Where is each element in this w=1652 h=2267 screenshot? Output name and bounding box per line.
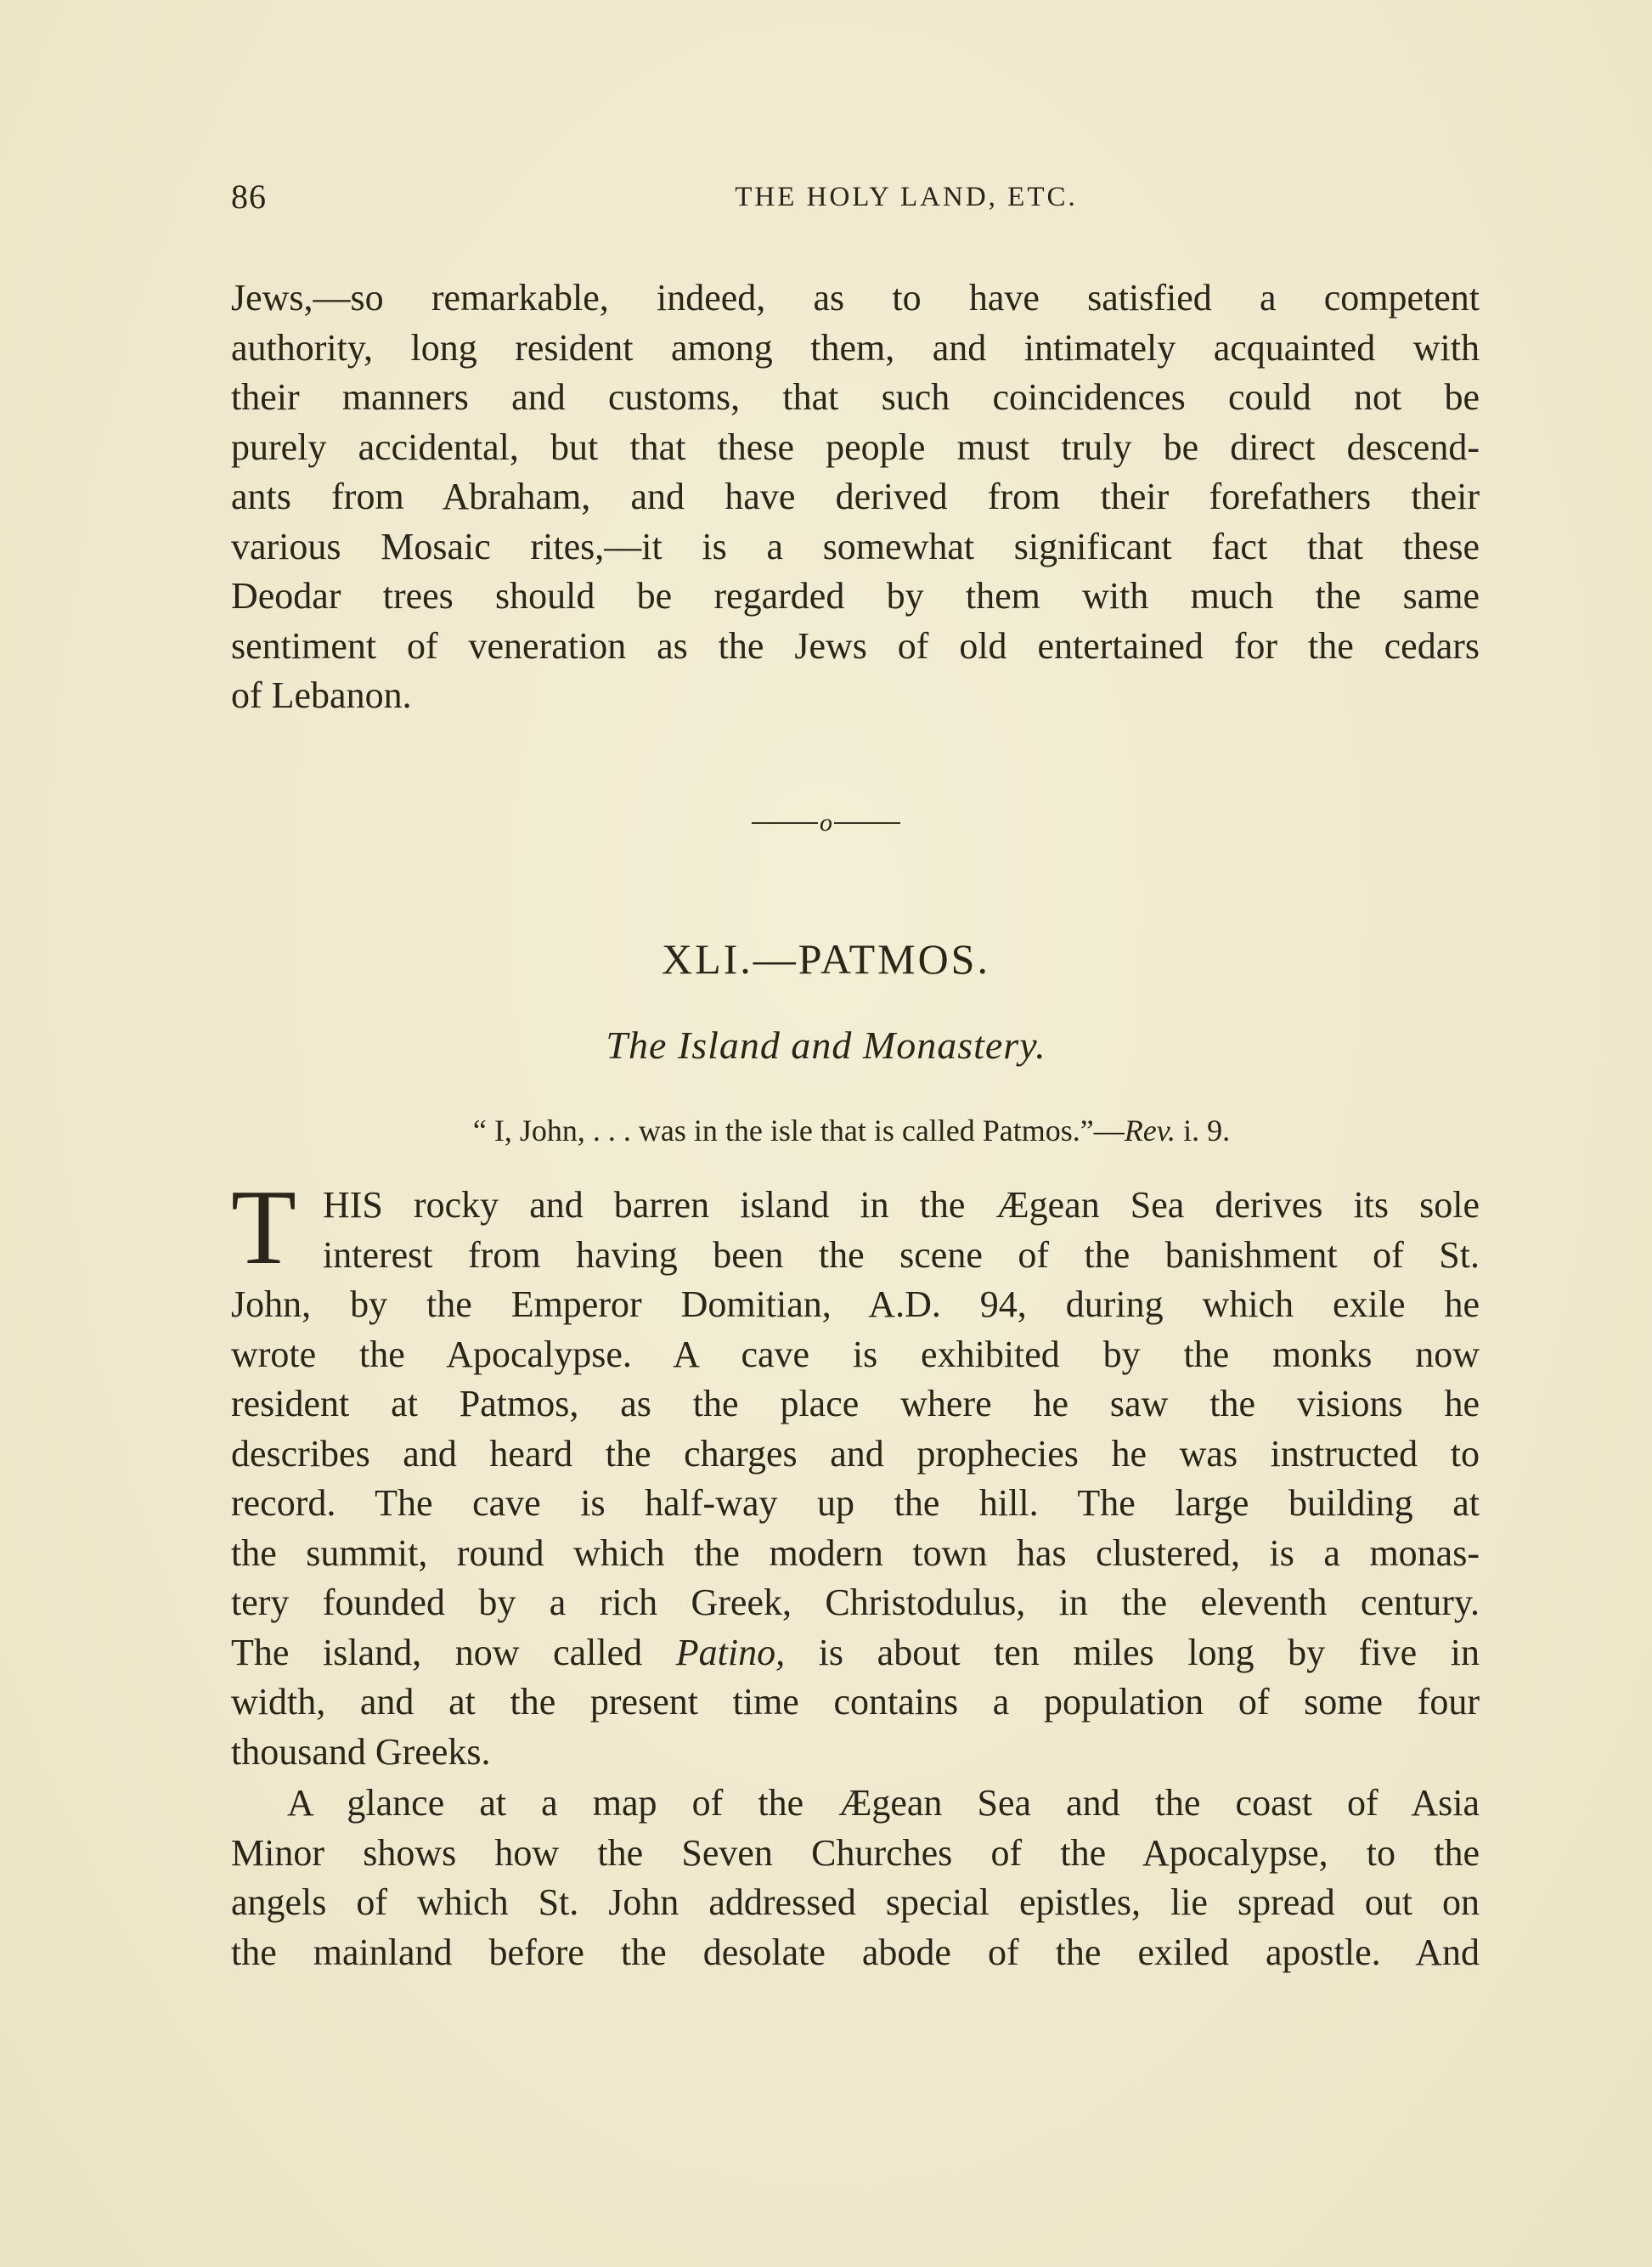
text-line: of Lebanon. — [231, 674, 412, 716]
text-line: width, and at the present time contains a population of some four — [231, 1681, 1480, 1723]
text-line: ants from Abraham, and have derived from their forefathers their — [231, 476, 1480, 517]
text-line: resident at Patmos, as the place where he saw the visions he — [231, 1383, 1480, 1424]
text-line: Jews,—so remarkable, indeed, as to have satisfied a competent — [231, 277, 1480, 319]
separator-rule — [752, 822, 818, 824]
page-header — [231, 177, 1488, 228]
text-segment: is about ten miles long by five in — [818, 1631, 1480, 1673]
text-line: the summit, round which the modern town has clustered, is a monas- — [231, 1531, 1480, 1574]
text-line — [231, 1628, 1480, 1678]
separator-mark: o — [820, 809, 832, 837]
text-line: John, by the Emperor Domitian, A.D. 94, during which exile he — [231, 1283, 1480, 1325]
section-separator — [0, 807, 1652, 837]
place-name-italic: Patino, — [675, 1631, 786, 1673]
epigraph-verse: i. 9. — [1176, 1114, 1231, 1148]
text-line: Deodar trees should be regarded by them with much the same — [231, 575, 1480, 617]
text-line: interest from having been the scene of the banishment of St. — [323, 1233, 1480, 1276]
epigraph-text: “ I, John, . . . was in the isle that is called Patmos.”— — [472, 1114, 1125, 1148]
text-line: angels of which St. John addressed special epistles, lie spread out on — [231, 1881, 1480, 1923]
text-line: HIS rocky and barren island in the Ægean Sea derives its sole — [323, 1184, 1480, 1226]
drop-cap: T — [231, 1169, 296, 1287]
chapter-subtitle: The Island and Monastery. — [606, 1024, 1046, 1067]
running-head: THE HOLY LAND, ETC. — [735, 182, 1078, 212]
text-line: thousand Greeks. — [231, 1730, 491, 1773]
text-line: the mainland before the desolate abode of the exiled apostle. And — [231, 1931, 1480, 1973]
paragraph-patmos — [231, 1181, 1480, 1777]
chapter-title: XLI.—PATMOS. — [661, 935, 990, 983]
text-line: sentiment of veneration as the Jews of old entertained for the cedars — [231, 624, 1480, 667]
text-line: purely accidental, but that these people must truly be direct descend- — [231, 426, 1480, 468]
epigraph-reference: Rev. — [1124, 1114, 1176, 1148]
text-line: Minor shows how the Seven Churches of the Apocalypse, to the — [231, 1831, 1480, 1874]
text-line: record. The cave is half-way up the hill. The large building at — [231, 1482, 1480, 1524]
text-line: authority, long resident among them, and intimately acquainted with — [231, 326, 1480, 369]
text-line: describes and heard the charges and prophecies he was instructed to — [231, 1432, 1480, 1475]
page-number: 86 — [231, 178, 267, 216]
text-line: tery founded by a rich Greek, Christodulus, in the eleventh century. — [231, 1582, 1480, 1623]
paragraph-continued — [231, 274, 1480, 721]
separator-rule — [834, 822, 900, 824]
text-line: wrote the Apocalypse. A cave is exhibited by the monks now — [231, 1333, 1480, 1375]
epigraph — [0, 1113, 1652, 1148]
text-line: A glance at a map of the Ægean Sea and the coast of Asia — [287, 1782, 1480, 1824]
text-line: their manners and customs, that such coincidences could not be — [231, 376, 1480, 418]
paragraph-seven-churches — [231, 1779, 1480, 1977]
text-line: various Mosaic rites,—it is a somewhat significant fact that these — [231, 525, 1480, 567]
text-segment: The island, now called — [231, 1631, 643, 1673]
